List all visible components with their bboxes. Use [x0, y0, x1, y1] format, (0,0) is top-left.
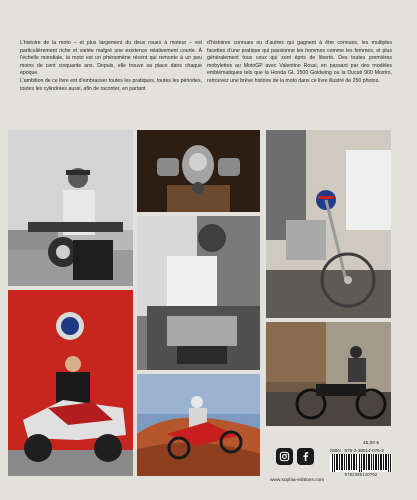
instagram-button[interactable] — [276, 448, 293, 465]
photo-rider-with-engine — [137, 216, 260, 370]
facebook-icon — [300, 451, 311, 462]
text-column-right — [207, 40, 392, 86]
paragraph: L’histoire de la moto – et plus largement du deux roues à moteur – est particulièrement riche et variée malgré une existence relativement courte. À l’échelle mondiale, la moto est un phénomène récent qui remonte à un peu moins de cent cinquante ans. Depuis, elle trouve sa place dans chaque époque. — [20, 40, 202, 77]
photo-boxer-engine — [137, 130, 260, 212]
photo-rider-black-and-white — [8, 130, 133, 286]
isbn-label: ISBN : 978-2-38514-076-2 — [330, 448, 384, 453]
publisher-website[interactable]: www.sophia-editions.com — [270, 478, 325, 483]
text-column-left — [20, 40, 202, 93]
photo-mv-agusta-superbike — [8, 290, 133, 476]
photo-vintage-motorcycle — [266, 322, 391, 426]
facebook-button[interactable] — [297, 448, 314, 465]
photo-custom-chopper — [266, 130, 391, 318]
price-label: 45,00 € — [363, 441, 380, 446]
barcode — [330, 454, 392, 472]
photo-motocross-rider — [137, 374, 260, 476]
paragraph: L’ambition de ce livre est d’embrasser toutes les pratiques, toutes les périodes, toutes les cylindrées aussi, afin de raconter, en partant — [20, 77, 202, 92]
barcode-number: 9782385140762 — [344, 472, 378, 477]
paragraph: d’histoires connues ou d’autres qui gagnent à être connues, les multiples facettes d’une pratique qui passionne les hommes comme les femmes, et plus généralement tous ceux qui sont épris de liberté. Des toutes premières mobylettes au MotoGP avec Valentino Rossi, en passant par des modèles emblématiques tels que la Honda GL 1500 Goldwing ou la Ducati 900 Mostro, retrouvez une brève histoire de la moto dans ce livre illustré de 250 photos. — [207, 40, 392, 84]
instagram-icon — [279, 451, 290, 462]
